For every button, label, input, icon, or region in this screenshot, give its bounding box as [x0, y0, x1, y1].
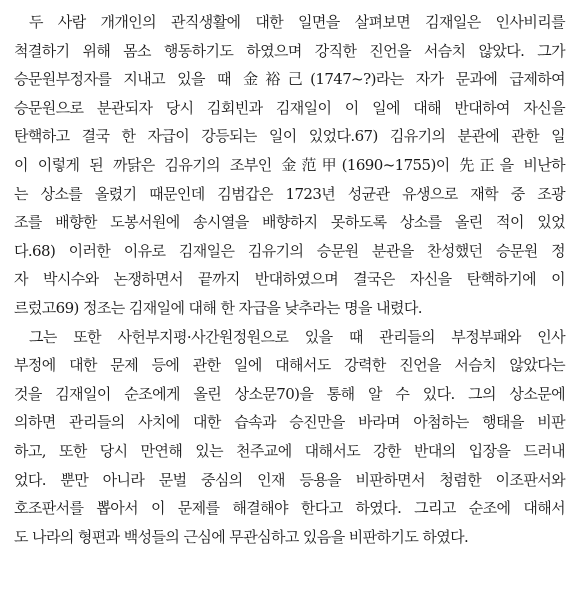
text-line: 다.68) 이러한 이유로 김재일은 김유기의 승문원 분관을 찬성했던 승문원 정 — [14, 241, 565, 260]
text-line: 이 이렇게 된 까닭은 김유기의 조부인 金范甲(1690~1755)이 先正을 비난하 — [14, 155, 565, 174]
text-line: 조를 배향한 도봉서원에 송시열을 배향하지 못하도록 상소를 올린 적이 있었 — [14, 213, 565, 232]
paragraph-1 — [14, 8, 565, 323]
text-line: 는 상소를 올렸기 때문인데 김범갑은 1723년 성균관 유생으로 재학 중 조광 — [14, 184, 565, 203]
document-page — [14, 8, 565, 551]
paragraph-2 — [14, 323, 565, 552]
text-line: 부정에 대한 문제 등에 관한 일에 대해서도 강력한 진언을 서슴치 않았다는 — [14, 356, 565, 375]
text-line: 호조판서를 뽑아서 이 문제를 해결해야 한다고 하였다. 그리고 순조에 대해서 — [14, 499, 565, 518]
text-line: 르렀고69) 정조는 김재일에 대해 한 자급을 낮추라는 명을 내렸다. — [14, 298, 422, 317]
text-line: 두 사람 개개인의 관직생활에 대한 일면을 살펴보면 김재일은 인사비리를 — [29, 13, 565, 31]
text-line: 척결하기 위해 몸소 행동하기도 하였으며 강직한 진언을 서슴치 않았다. 그가 — [14, 41, 565, 60]
text-line: 승문원부정자를 지내고 있을 때 金裕己(1747~?)라는 자가 문과에 급제하여 — [14, 70, 565, 89]
text-line: 탄핵하고 결국 한 자급이 강등되는 일이 있었다.67) 김유기의 분관에 관한 일 — [14, 127, 565, 146]
text-line: 었다. 뿐만 아니라 문벌 중심의 인재 등용을 비판하면서 청렴한 이조판서와 — [14, 470, 565, 489]
text-line: 하고, 또한 당시 만연해 있는 천주교에 대해서도 강한 반대의 입장을 드러내 — [14, 441, 565, 460]
text-line: 승문원으로 분관되자 당시 김회빈과 김재일이 이 일에 대해 반대하여 자신을 — [14, 98, 565, 117]
text-line: 도 나라의 형편과 백성들의 근심에 무관심하고 있음을 비판하기도 하였다. — [14, 527, 469, 546]
text-line: 그는 또한 사헌부지평·사간원정원으로 있을 때 관리들의 부정부패와 인사 — [29, 327, 565, 346]
text-line: 자 박시수와 논쟁하면서 끝까지 반대하였으며 결국은 자신을 탄핵하기에 이 — [14, 270, 565, 289]
text-line: 것을 김재일이 순조에게 올린 상소문70)을 통해 알 수 있다. 그의 상소문에 — [14, 384, 565, 403]
text-line: 의하면 관리들의 사치에 대한 습속과 승진만을 바라며 아첨하는 행태을 비판 — [14, 413, 565, 432]
